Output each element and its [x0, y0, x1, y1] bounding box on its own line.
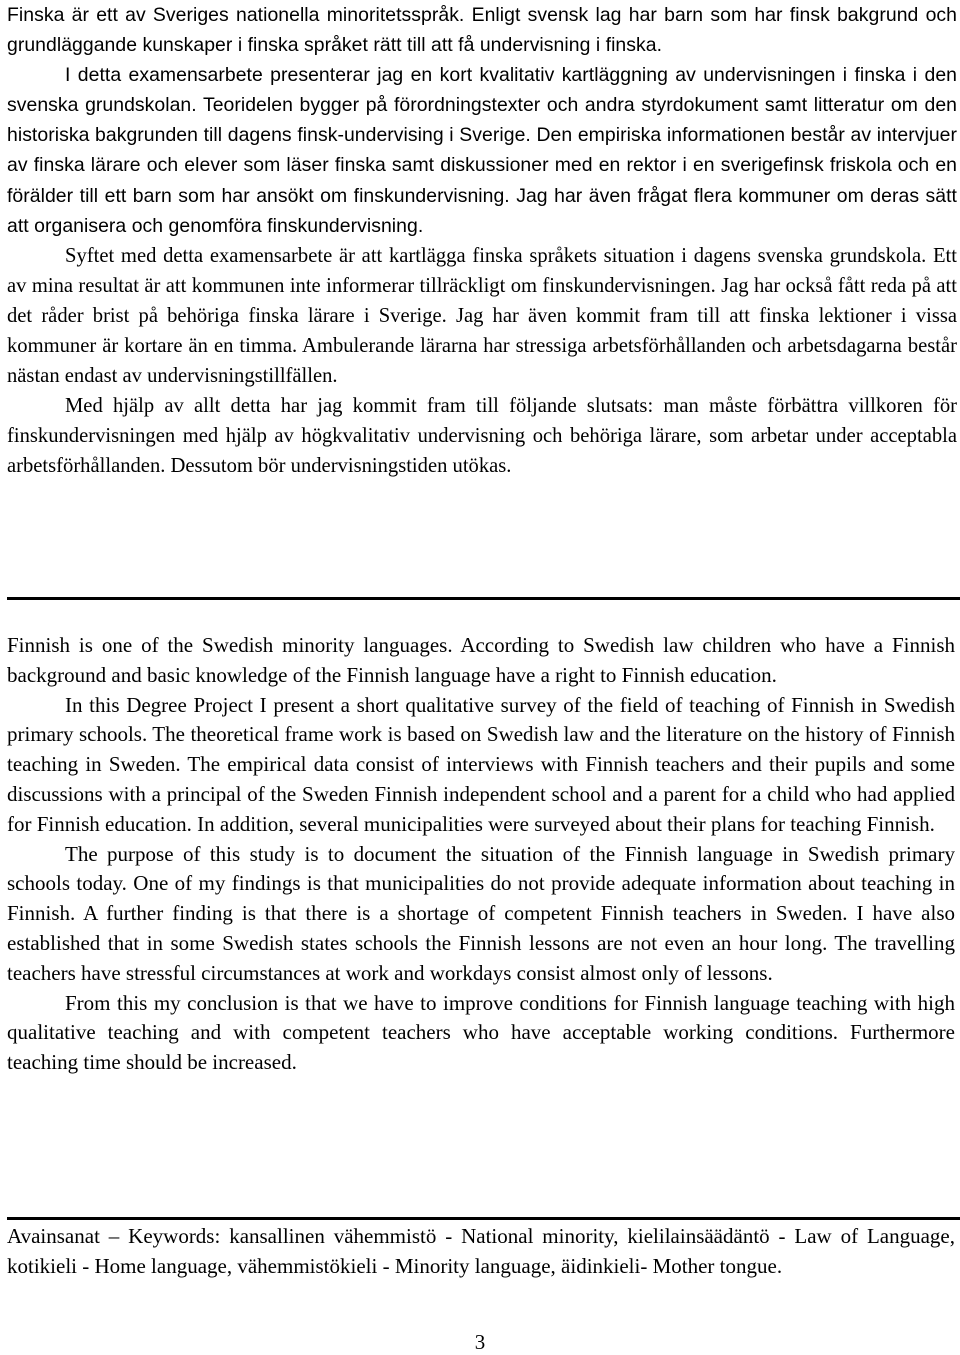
section-divider-top — [7, 597, 960, 600]
keywords: Avainsanat – Keywords: kansallinen vähemmistö - National minority, kielilainsäädäntö - Law of Language, kotikieli - Home language, vähemmistökieli - Minority language, äidinkieli- Mother tongue. — [7, 1224, 955, 1278]
swedish-paragraph-4 — [7, 391, 957, 481]
swedish-paragraph-1-text: Finska är ett av Sveriges nationella minoritetsspråk. Enligt svensk lag har barn som har finsk bakgrund och grundläggande kunskaper i finska språket rätt till att få undervisning i finska. — [7, 4, 957, 57]
swedish-paragraph-4-text: Med hjälp av allt detta har jag kommit fram till följande slutsats: man måste förbättra villkoren för finskundervisningen med hjälp av högkvalitativ undervisning och behöriga lärare, som arbetar under acceptabla arbetsförhållanden. Dessutom bör undervisningstiden utökas. — [7, 395, 957, 478]
swedish-paragraph-1 — [7, 0, 957, 60]
english-abstract — [7, 631, 955, 1078]
english-paragraph-4: From this my conclusion is that we have to improve conditions for Finnish language teaching with high qualitative teaching and with competent teachers who have acceptable working conditions. Furthermore teaching time should be increased. — [7, 990, 955, 1075]
section-divider-bottom — [7, 1217, 960, 1220]
swedish-paragraph-2-text: I detta examensarbete presenterar jag en kort kvalitativ kartläggning av undervisningen i finska i den svenska grundskolan. Teoridelen bygger på förordningstexter och andra styrdokument samt litteratur om den historiska bakgrunden till dagens finsk-undervising i Sverige. Den empiriska informationen består av intervjuer av finska lärare och elever som läser finska samt diskussioner med en rektor i en sverigefinsk friskola och en förälder till ett barn som har ansökt om finskundervisning. Jag har även frågat flera kommuner om deras sätt att organisera och genomföra finskundervisning. — [7, 64, 957, 237]
english-paragraph-1: Finnish is one of the Swedish minority languages. According to Swedish law children who have a Finnish background and basic knowledge of the Finnish language have a right to Finnish education. — [7, 633, 955, 687]
swedish-abstract — [7, 0, 957, 482]
document-page — [7, 0, 957, 1278]
english-paragraph-2: In this Degree Project I present a short qualitative survey of the field of teaching of Finnish in Swedish primary schools. The theoretical frame work is based on Swedish law and the literature on the history of Finnish teaching in Sweden. The empirical data consist of interviews with Finnish teachers and their pupils and some discussions with a principal of the Sweden Finnish independent school and a parent for a child who had applied for Finnish education. In addition, several municipalities were surveyed about their plans for teaching Finnish. — [7, 692, 955, 836]
swedish-paragraph-3-text: Syftet med detta examensarbete är att kartlägga finska språkets situation i dagens svenska grundskola. Ett av mina resultat är att kommunen inte informerar tillräckligt om finskundervisningen. Jag har också fått reda på att det råder brist på behöriga finska lärare i Sverige. Jag har även kommit fram till att finska lektioner i vissa kommuner är kortare än en timma. Ambulerande lärarna har stressiga arbetsförhållanden och arbetsdagarna består nästan endast av undervisningstillfällen. — [7, 244, 957, 388]
page-number: 3 — [474, 1330, 486, 1354]
swedish-paragraph-3 — [7, 241, 957, 391]
swedish-paragraph-2 — [7, 60, 957, 241]
english-paragraph-3: The purpose of this study is to document the situation of the Finnish language in Swedish primary schools today. One of my findings is that municipalities do not provide adequate information about teaching in Finnish. A further finding is that there is a shortage of competent Finnish teachers in Sweden. I have also established that in some Swedish states schools the Finnish lessons are not even an hour long. The travelling teachers have stressful circumstances at work and workdays consist almost only of lessons. — [7, 841, 955, 985]
